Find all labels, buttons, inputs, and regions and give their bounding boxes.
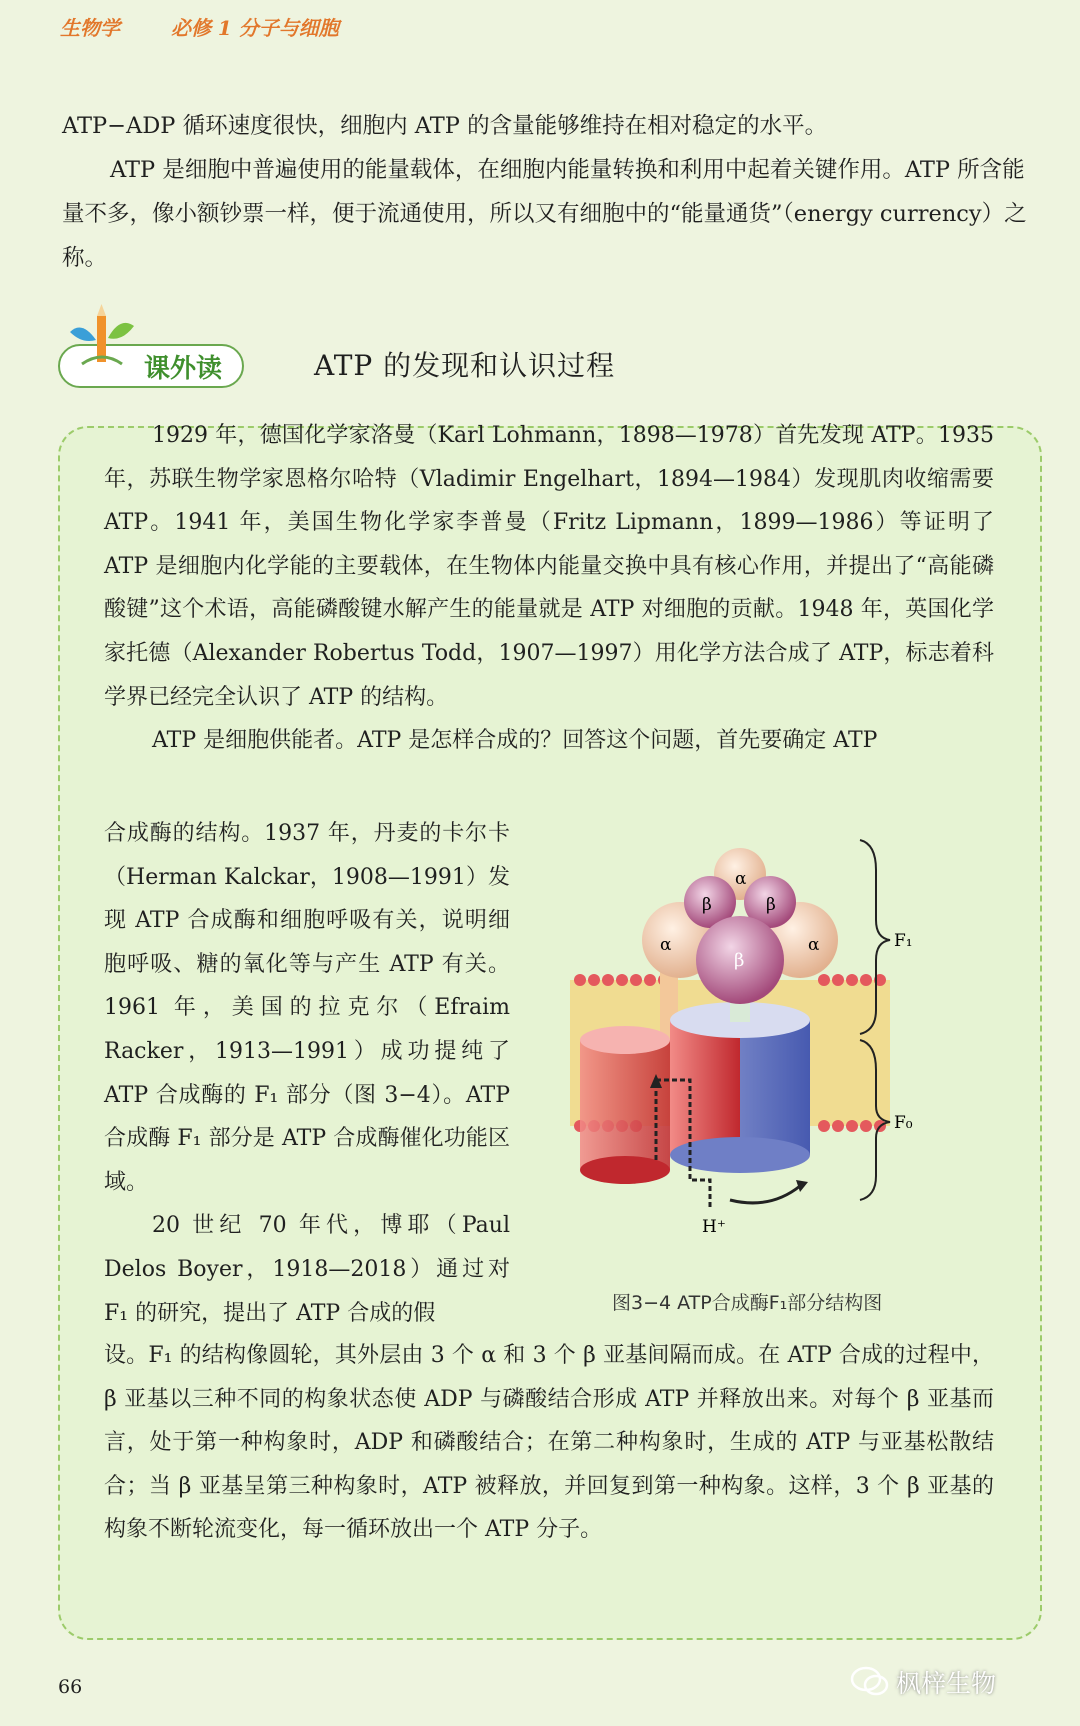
alpha-top-label: α [735, 869, 747, 889]
proton-label: H⁺ [702, 1217, 726, 1237]
beta-left-label: β [702, 895, 712, 915]
pencil-leaf-icon [62, 302, 142, 372]
watermark-text: 枫梓生物 [896, 1669, 997, 1698]
f1-label: F₁ [894, 931, 913, 951]
box-text-2a: ATP 是细胞供能者。ATP 是怎样合成的？回答这个问题，首先要确定 ATP [152, 728, 878, 754]
wechat-icon [850, 1666, 890, 1696]
alpha-right-label: α [808, 935, 820, 955]
section-title: ATP 的发现和认识过程 [314, 349, 616, 382]
alpha-left-label: α [660, 935, 672, 955]
header-subject: 生物学 [60, 16, 120, 40]
box-paragraph-3 [104, 1334, 994, 1552]
box-text-1: 1929 年，德国化学家洛曼（Karl Lohmann，1898—1978）首先发现 ATP。1935 年，苏联生物学家恩格尔哈特（Vladimir Engelhart，1894—1984）发现肌肉收缩需要 ATP。1941 年，美国生物化学家李普曼（Fritz Lipmann，1899—1986）等证明了 ATP 是细胞内化学能的主要载体，在生物体内能量交换中具有核心作用，并提出了“高能磷酸键”这个术语，高能磷酸键水解产生的能量就是 ATP 对细胞的贡献。1948 年，英国化学家托德（Alexander Robertus Todd，1907—1997）用化学方法合成了 ATP，标志着科学界已经完全认识了 ATP 的结构。 [104, 423, 994, 710]
badge-label: 课外读 [144, 354, 223, 384]
figure-caption: 图3−4 ATP合成酶F₁部分结构图 [612, 1292, 883, 1314]
box-text-2b: 合成酶的结构。1937 年，丹麦的卡尔卡（Herman Kalckar，1908—1991）发现 ATP 合成酶和细胞呼吸有关，说明细胞呼吸、糖的氧化等与产生 ATP 有关。1961 年，美国的拉克尔（Efraim Racker，1913—1991）成功提纯了 ATP 合成酶的 F₁ 部分（图 3−4）。ATP 合成酶 F₁ 部分是 ATP 合成酶催化功能区域。 [104, 821, 510, 1195]
atp-synthase-diagram [560, 869, 1000, 1260]
section-heading [58, 318, 1038, 388]
watermark [896, 1664, 996, 1700]
box-narrow-column [104, 812, 510, 1335]
f0-label: F₀ [894, 1113, 913, 1133]
running-header [60, 12, 339, 41]
f0-rotor [580, 1002, 810, 1184]
beta-right-label: β [766, 895, 776, 915]
box-paragraph-1 [104, 414, 994, 763]
intro-paragraph-2: ATP 是细胞中普遍使用的能量载体，在细胞内能量转换和利用中起着关键作用。ATP 所含能量不多，像小额钞票一样，便于流通使用，所以又有细胞中的“能量通货”（energy currency）之称。 [62, 157, 1027, 271]
page-number: 66 [58, 1676, 83, 1698]
intro-paragraph-1: ATP−ADP 循环速度很快，细胞内 ATP 的含量能够维持在相对稳定的水平。 [62, 113, 828, 139]
box-text-3a: 20 世纪 70 年代，博耶（Paul Delos Boyer，1918—2018）通过对 F₁ 的研究，提出了 ATP 合成的假 [104, 1213, 510, 1326]
rotation-arrow [730, 1186, 800, 1203]
header-book: 必修 1 分子与细胞 [170, 16, 339, 40]
box-text-3b: 设。F₁ 的结构像圆轮，其外层由 3 个 α 和 3 个 β 亚基间隔而成。在 ATP 合成的过程中，β 亚基以三种不同的构象状态使 ADP 与磷酸结合形成 ATP 并释放出来。对每个 β 亚基而言，处于第一种构象时，ADP 和磷酸结合；在第二种构象时，生成的 ATP 与亚基松散结合；当 β 亚基呈第三种构象时，ATP 被释放，并回复到第一种构象。这样，3 个 β 亚基的构象不断轮流变化，每一循环放出一个 ATP 分子。 [104, 1343, 994, 1543]
intro-text [62, 104, 1042, 280]
beta-center-label: β [734, 950, 745, 971]
